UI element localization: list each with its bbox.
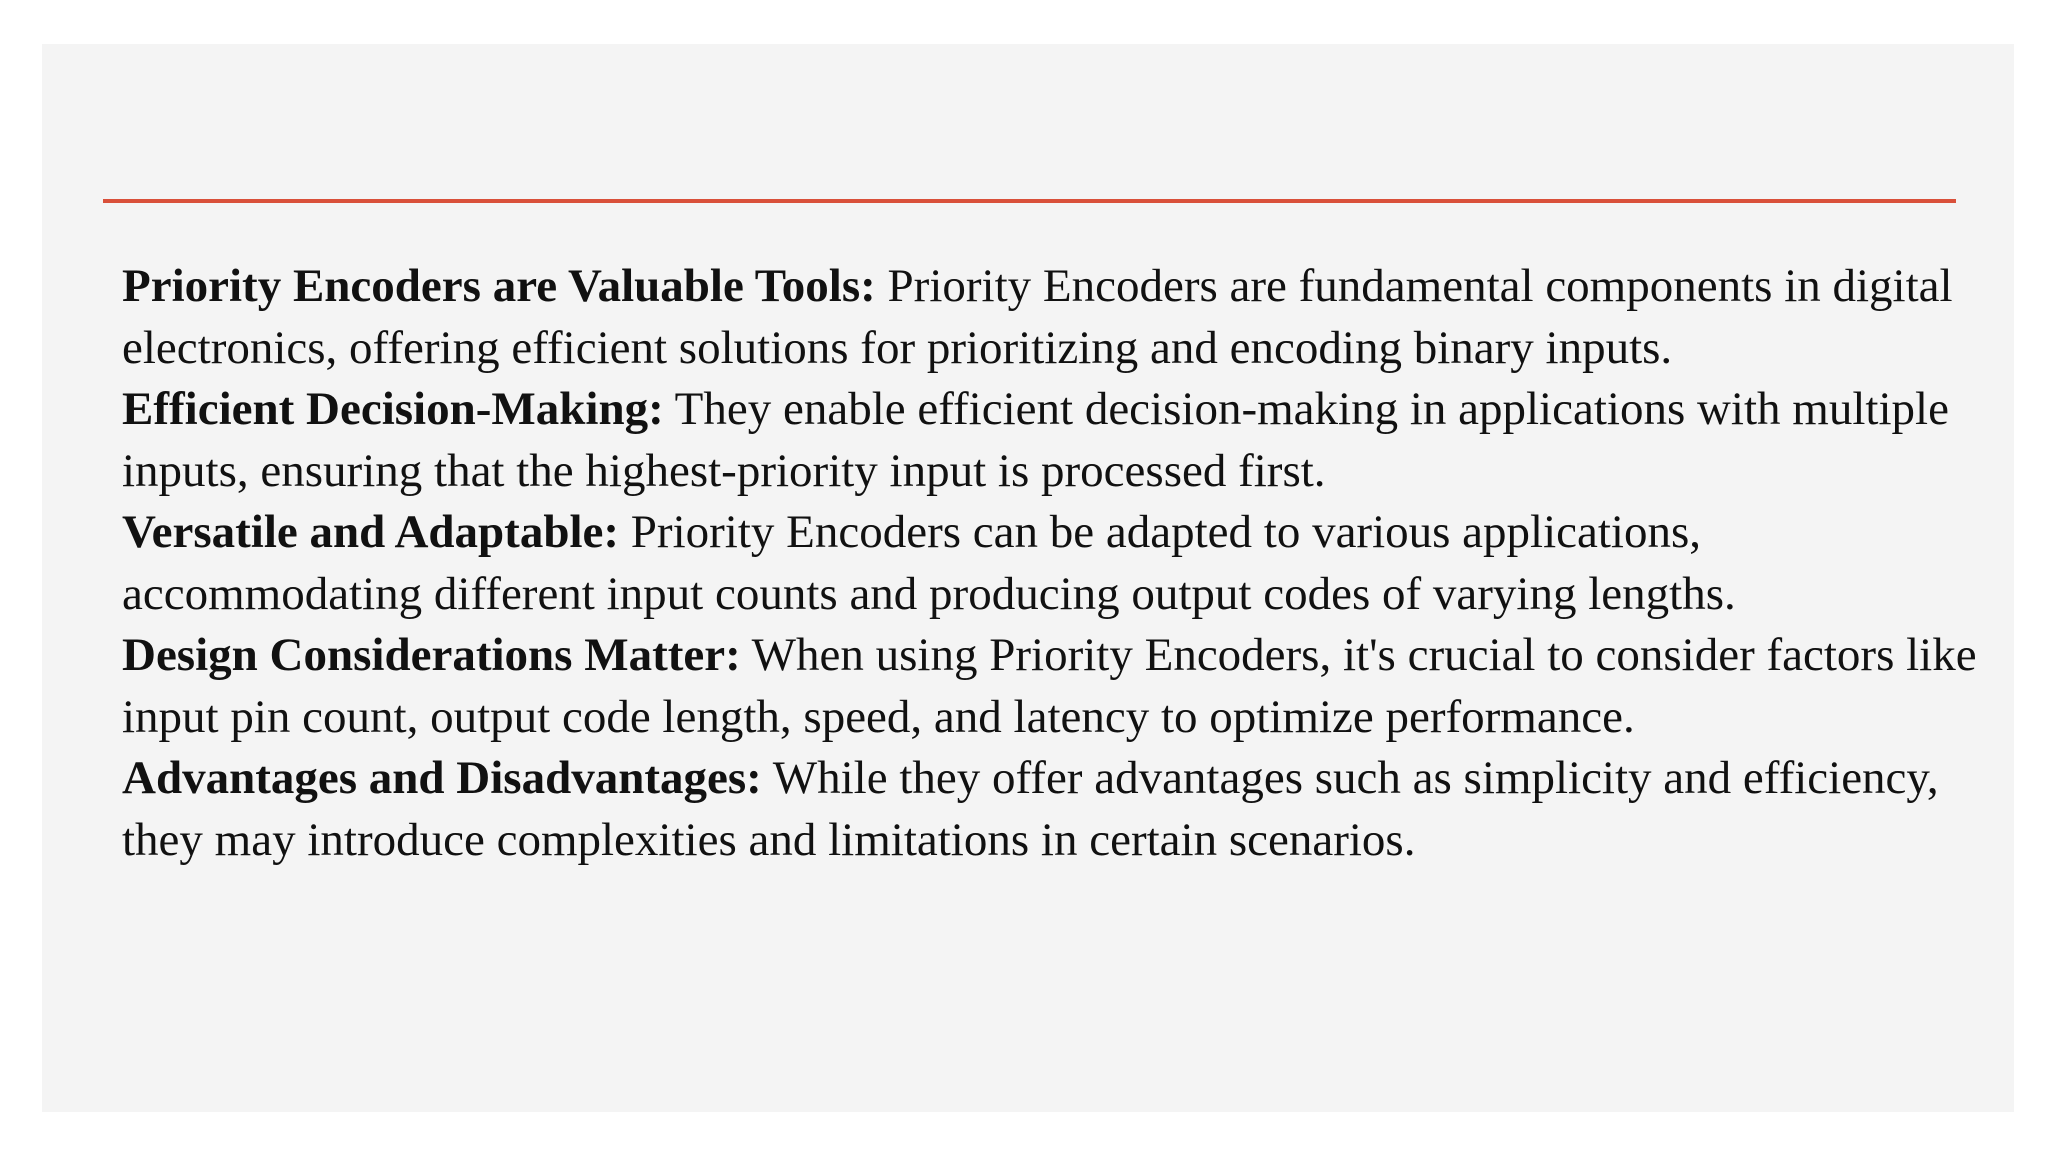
point-text: Priority Encoders are fundamental components in digital electronics, offering efficient solutions for prioritizing and encoding binary inputs. xyxy=(122,260,1953,374)
point-text: When using Priority Encoders, it's crucial to consider factors like input pin count, output code length, speed, and latency to optimize performance. xyxy=(122,629,1977,743)
point-heading: Advantages and Disadvantages: xyxy=(122,752,762,804)
summary-point-versatile xyxy=(122,502,2002,625)
point-text: Priority Encoders can be adapted to various applications, accommodating different input counts and producing output codes of varying lengths. xyxy=(122,506,1736,620)
slide xyxy=(42,44,2014,1112)
accent-divider xyxy=(103,199,1956,203)
point-heading: Efficient Decision-Making: xyxy=(122,383,664,435)
summary-content xyxy=(122,256,2002,871)
point-heading: Priority Encoders are Valuable Tools: xyxy=(122,260,876,312)
summary-point-decision-making xyxy=(122,379,2002,502)
point-text: They enable efficient decision-making in applications with multiple inputs, ensuring that the highest-priority input is processed first. xyxy=(122,383,1949,497)
point-heading: Versatile and Adaptable: xyxy=(122,506,620,558)
point-heading: Design Considerations Matter: xyxy=(122,629,741,681)
point-text: While they offer advantages such as simplicity and efficiency, they may introduce complexities and limitations in certain scenarios. xyxy=(122,752,1939,866)
summary-point-design-considerations xyxy=(122,625,2002,748)
summary-point-valuable-tools xyxy=(122,256,2002,379)
summary-point-advantages xyxy=(122,748,2002,871)
